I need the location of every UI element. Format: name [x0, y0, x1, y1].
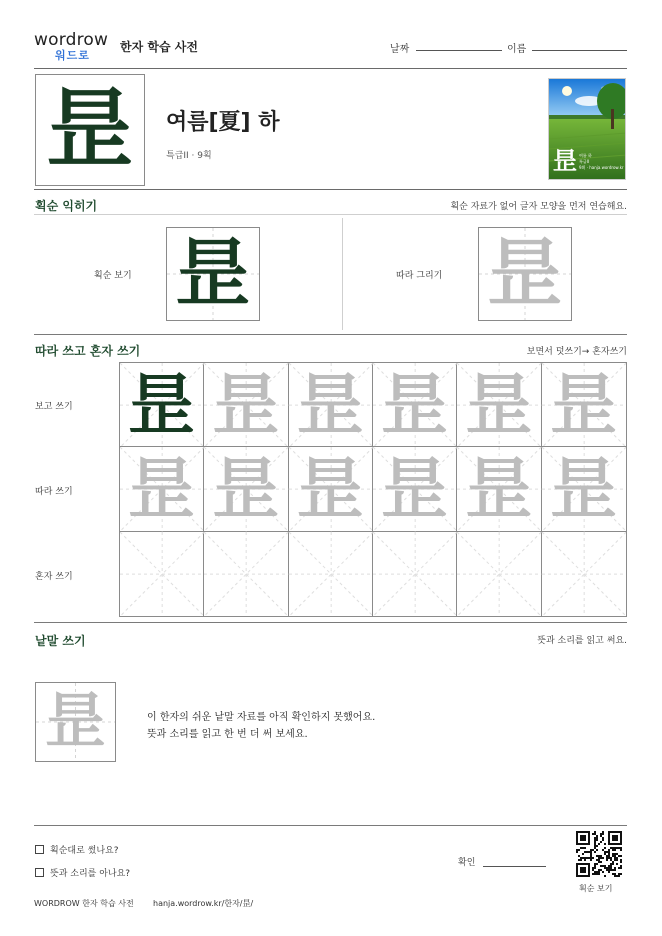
- practice-cell[interactable]: [457, 447, 541, 531]
- practice-cell[interactable]: [204, 532, 288, 616]
- stroke-section-note: 획순 자료가 없어 글자 모양을 먼저 연습해요.: [450, 202, 627, 212]
- practice-cell[interactable]: [542, 447, 626, 531]
- stroke-view-character: 昰: [176, 231, 250, 317]
- vocab-char-box: [35, 682, 116, 762]
- trace-character: 昰: [128, 450, 195, 529]
- checklist-item[interactable]: [35, 843, 119, 856]
- vocab-message-line-2: 뜻과 소리를 읽고 한 번 더 써 보세요.: [147, 729, 308, 740]
- guide-lines: [120, 532, 204, 616]
- practice-cell[interactable]: [204, 363, 288, 447]
- name-field[interactable]: [532, 50, 627, 51]
- vocab-section-note: 뜻과 소리를 읽고 써요.: [537, 636, 627, 646]
- practice-cell[interactable]: [289, 447, 373, 531]
- row-label-see-write: 보고 쓰기: [35, 402, 73, 412]
- row-label-trace-write: 따라 쓰기: [35, 487, 73, 497]
- confirm-signature-field[interactable]: [483, 866, 546, 867]
- practice-cell[interactable]: [373, 447, 457, 531]
- qr-code-image: [576, 831, 622, 877]
- trace-character: 昰: [381, 366, 448, 444]
- practice-cell[interactable]: [289, 532, 373, 616]
- qr-label: 획순 보기: [579, 884, 613, 893]
- stroke-section-separator: [342, 218, 343, 330]
- checklist-item[interactable]: [35, 866, 130, 879]
- trace-character: 昰: [297, 366, 364, 444]
- thumbnail-character: 昰: [553, 146, 577, 175]
- model-character: 昰: [128, 366, 195, 444]
- character-card-thumbnail[interactable]: [548, 78, 626, 180]
- practice-cell[interactable]: [457, 532, 541, 616]
- hero-title: 여름[夏] 하: [166, 110, 280, 135]
- guide-lines: [373, 532, 457, 616]
- practice-cell[interactable]: [120, 532, 204, 616]
- stroke-section-bottom-rule: [34, 334, 627, 335]
- confirm-label: 확인: [458, 858, 476, 868]
- checklist-item-label: 획순대로 썼나요?: [50, 846, 119, 856]
- practice-grid: [119, 362, 627, 617]
- vocab-message-line-1: 이 한자의 쉬운 낱말 자료를 아직 확인하지 못했어요.: [147, 712, 376, 723]
- practice-cell[interactable]: [120, 363, 204, 447]
- qr-code[interactable]: [576, 831, 622, 877]
- trace-character: 昰: [212, 450, 279, 529]
- practice-cell[interactable]: [542, 363, 626, 447]
- stroke-view-label: 획순 보기: [94, 271, 132, 281]
- trace-character: 昰: [488, 231, 562, 317]
- checkbox[interactable]: [35, 868, 44, 877]
- footer-brand: WORDROW 한자 학습 사전: [34, 899, 134, 908]
- practice-cell[interactable]: [120, 447, 204, 531]
- thumbnail-caption-line: 특급II: [579, 159, 590, 164]
- practice-cell[interactable]: [542, 532, 626, 616]
- trace-character: 昰: [550, 450, 617, 529]
- guide-lines: [204, 532, 288, 616]
- practice-section-title: 따라 쓰고 혼자 쓰기: [35, 344, 141, 358]
- trace-character: 昰: [297, 450, 364, 529]
- stroke-section-divider: [34, 214, 627, 215]
- trace-label: 따라 그리기: [396, 271, 443, 281]
- stroke-view-box: [166, 227, 260, 321]
- logo-korean: 워드로: [55, 49, 90, 62]
- footer-url[interactable]: hanja.wordrow.kr/한자/昰/: [153, 899, 254, 908]
- trace-character: 昰: [465, 450, 532, 529]
- checkbox[interactable]: [35, 845, 44, 854]
- guide-lines: [289, 532, 373, 616]
- thumbnail-caption-line: 9획 · hanja.wordrow.kr: [579, 165, 624, 170]
- practice-cell[interactable]: [204, 447, 288, 531]
- stroke-section-title: 획순 익히기: [35, 199, 98, 213]
- hero-divider: [34, 189, 627, 190]
- checklist-item-label: 뜻과 소리를 아나요?: [50, 869, 131, 879]
- hero-meta: 특급II · 9획: [166, 151, 212, 161]
- trace-character: 昰: [212, 366, 279, 444]
- trace-character: 昰: [381, 450, 448, 529]
- thumbnail-caption-line: 여름 하: [579, 153, 592, 158]
- hero-character: 昰: [47, 79, 133, 180]
- name-label: 이름: [507, 44, 527, 55]
- practice-cell[interactable]: [457, 363, 541, 447]
- guide-lines: [457, 532, 541, 616]
- app-title: 한자 학습 사전: [120, 40, 198, 54]
- guide-lines: [542, 532, 626, 616]
- trace-character: 昰: [550, 366, 617, 444]
- practice-section-note: 보면서 덧쓰기→ 혼자쓰기: [526, 347, 627, 357]
- header-divider: [34, 68, 627, 69]
- thumbnail-caption: [579, 153, 624, 171]
- practice-section-bottom-rule: [34, 622, 627, 623]
- practice-cell[interactable]: [373, 363, 457, 447]
- vocab-section-title: 낱말 쓰기: [35, 634, 86, 648]
- practice-cell[interactable]: [373, 532, 457, 616]
- row-label-alone-write: 혼자 쓰기: [35, 572, 73, 582]
- vocab-section-bottom-rule: [34, 825, 627, 826]
- logo-text: wordrow: [34, 30, 109, 50]
- date-label: 날짜: [390, 44, 410, 55]
- date-field[interactable]: [416, 50, 502, 51]
- vocab-character: 昰: [45, 687, 106, 757]
- trace-box[interactable]: [478, 227, 572, 321]
- practice-cell[interactable]: [289, 363, 373, 447]
- trace-character: 昰: [465, 366, 532, 444]
